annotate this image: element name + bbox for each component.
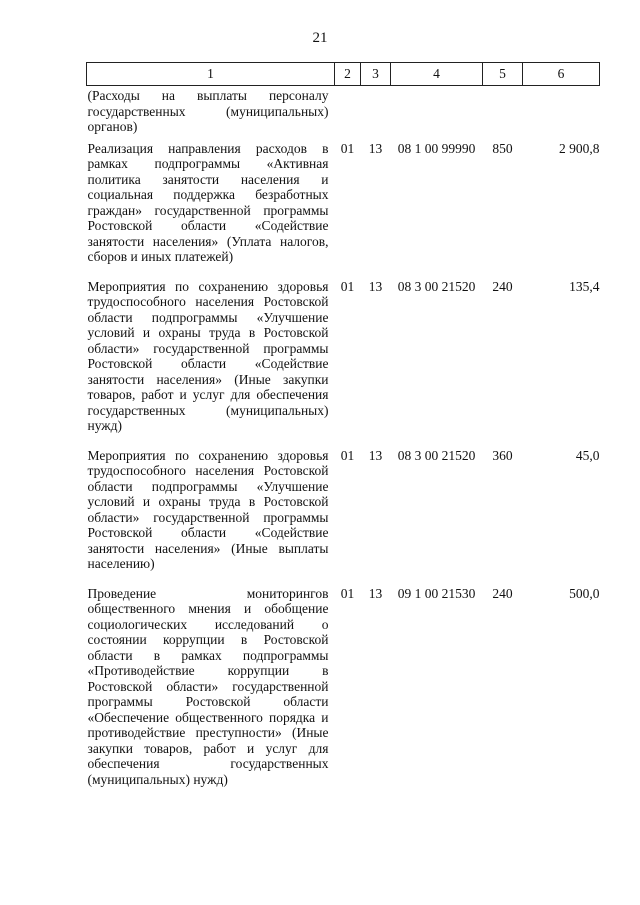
row-subsection: 13 xyxy=(368,278,383,294)
row-expense-type xyxy=(483,86,523,135)
row-section: 01 xyxy=(340,278,355,294)
row-section: 01 xyxy=(340,140,355,156)
row-name: Мероприятия по сохранению здоровья трудоспособного населения Ростовской области подпрограммы «Улучшение условий и охраны труда в Ростовской области» государственной программы Ростовской области «Содействие занятости населения» (Иные закупки товаров, работ и услуг для обеспечения государственных (муниципальных) нужд) xyxy=(87,278,329,433)
header-col-3: 3 xyxy=(361,63,391,86)
header-col-5: 5 xyxy=(483,63,523,86)
header-col-2: 2 xyxy=(335,63,361,86)
table-row xyxy=(87,273,600,442)
row-expense-type: 240 xyxy=(492,278,513,294)
header-col-4: 4 xyxy=(391,63,483,86)
row-section: 01 xyxy=(340,585,355,601)
row-target-article: 08 3 00 21520 xyxy=(397,447,476,463)
row-name: Проведение мониторингов общественного мнения и обобщение социологических исследований о состоянии коррупции в Ростовской области в рамках подпрограммы «Противодействие коррупции в Ростовской области» государственной программы Ростовской области «Обеспечение общественного порядка и противодействие преступности» (Иные закупки товаров, работ и услуг для обеспечения государственных (муниципальных) нужд) xyxy=(87,585,329,787)
row-expense-type: 360 xyxy=(492,447,513,463)
header-col-1: 1 xyxy=(87,63,335,86)
row-target-article: 09 1 00 21530 xyxy=(397,585,476,601)
row-name: Реализация направления расходов в рамках подпрограммы «Активная политика занятости населения и социальная поддержка безработных граждан» государственной программы Ростовской области «Содействие занятости населения» (Уплата налогов, сборов и иных платежей) xyxy=(87,140,329,264)
row-expense-type: 240 xyxy=(492,585,513,601)
row-name: Мероприятия по сохранению здоровья трудоспособного населения Ростовской области подпрограммы «Улучшение условий и охраны труда в Ростовской области» государственной программы Ростовской области «Содействие занятости населения» (Иные выплаты населению) xyxy=(87,447,329,571)
table-row xyxy=(87,580,600,796)
table-row xyxy=(87,86,600,135)
row-subsection: 13 xyxy=(368,447,383,463)
row-amount: 135,4 xyxy=(569,278,600,294)
row-section xyxy=(335,86,361,135)
row-subsection xyxy=(361,86,391,135)
row-subsection: 13 xyxy=(368,585,383,601)
row-subsection: 13 xyxy=(368,140,383,156)
table-body xyxy=(87,86,600,796)
header-col-6: 6 xyxy=(523,63,600,86)
row-target-article: 08 3 00 21520 xyxy=(397,278,476,294)
table-row xyxy=(87,442,600,580)
row-amount: 2 900,8 xyxy=(559,140,600,156)
row-target-article: 08 1 00 99990 xyxy=(397,140,476,156)
row-target-article xyxy=(391,86,483,135)
header-row xyxy=(87,63,600,86)
row-amount: 500,0 xyxy=(569,585,600,601)
page-number: 21 xyxy=(312,30,328,46)
row-amount xyxy=(523,86,600,135)
row-name: (Расходы на выплаты персоналу государственных (муниципальных) органов) xyxy=(87,88,329,134)
row-amount: 45,0 xyxy=(575,447,600,463)
table-header xyxy=(87,63,600,86)
row-expense-type: 850 xyxy=(492,140,513,156)
budget-table xyxy=(86,62,600,795)
row-section: 01 xyxy=(340,447,355,463)
table-row xyxy=(87,135,600,273)
